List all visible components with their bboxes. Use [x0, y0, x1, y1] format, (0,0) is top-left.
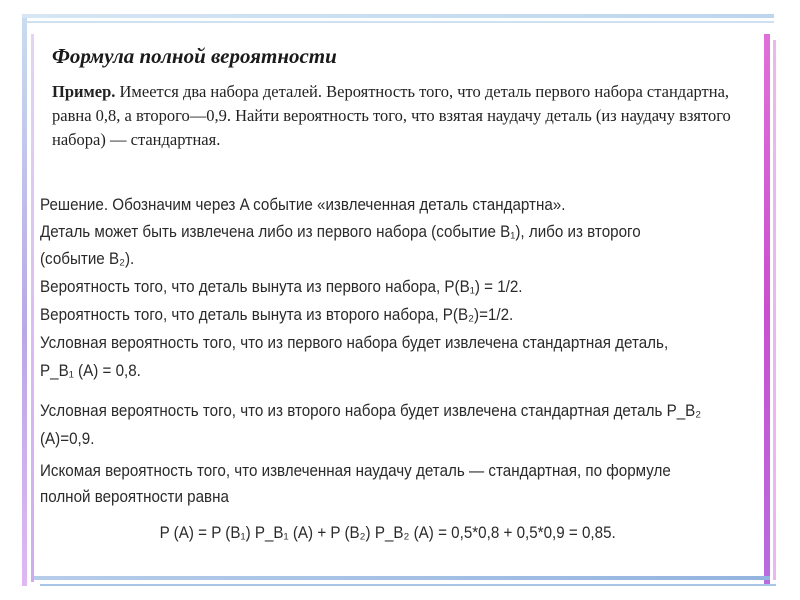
frame-bottom-line — [34, 576, 770, 580]
solution-line-10: Искомая вероятность того, что извлеченная наудачу деталь — стандартная, по формуле — [40, 462, 671, 480]
frame-left-line — [22, 18, 27, 586]
solution-line-9: (A)=0,9. — [40, 430, 95, 448]
frame-bottom-line-thin — [40, 584, 776, 586]
solution-line-7: P_B₁ (A) = 0,8. — [40, 362, 141, 380]
example-lead: Пример. — [52, 82, 116, 101]
total-probability-formula: P (A) = P (B₁) P_B₁ (A) + P (B₂) P_B₂ (A) = 0,5*0,8 + 0,5*0,9 = 0,85. — [159, 524, 616, 542]
frame-right-line — [764, 34, 770, 586]
solution-line-8: Условная вероятность того, что из второго набора будет извлечена стандартная деталь P_B₂ — [40, 402, 702, 420]
solution-line-4: Вероятность того, что деталь вынута из первого набора, P(B₁) = 1/2. — [40, 278, 523, 296]
solution-line-11: полной вероятности равна — [40, 488, 229, 506]
slide-title: Формула полной вероятности — [52, 44, 337, 68]
solution-line-1: Решение. Обозначим через A событие «извлеченная деталь стандартна». — [40, 196, 566, 214]
solution-line-2: Деталь может быть извлечена либо из первого набора (событие B₁), либо из второго — [40, 223, 641, 241]
solution-line-6: Условная вероятность того, что из первого набора будет извлечена стандартная деталь, — [40, 334, 669, 352]
frame-right-line-thin — [773, 40, 776, 580]
example-text: Имеется два набора деталей. Вероятность того, что деталь первого набора стандартна, равна 0,8, а второго—0,9. Найти вероятность того, что взятая наудачу деталь (из наудачу взятого набора) — стандартная. — [52, 82, 731, 149]
frame-top-line-thin — [22, 21, 774, 23]
frame-left-line-thin — [31, 34, 34, 582]
example-paragraph — [52, 80, 764, 152]
frame-top-line — [22, 14, 774, 18]
solution-line-3: (событие B₂). — [40, 250, 135, 268]
solution-line-5: Вероятность того, что деталь вынута из второго набора, P(B₂)=1/2. — [40, 306, 514, 324]
